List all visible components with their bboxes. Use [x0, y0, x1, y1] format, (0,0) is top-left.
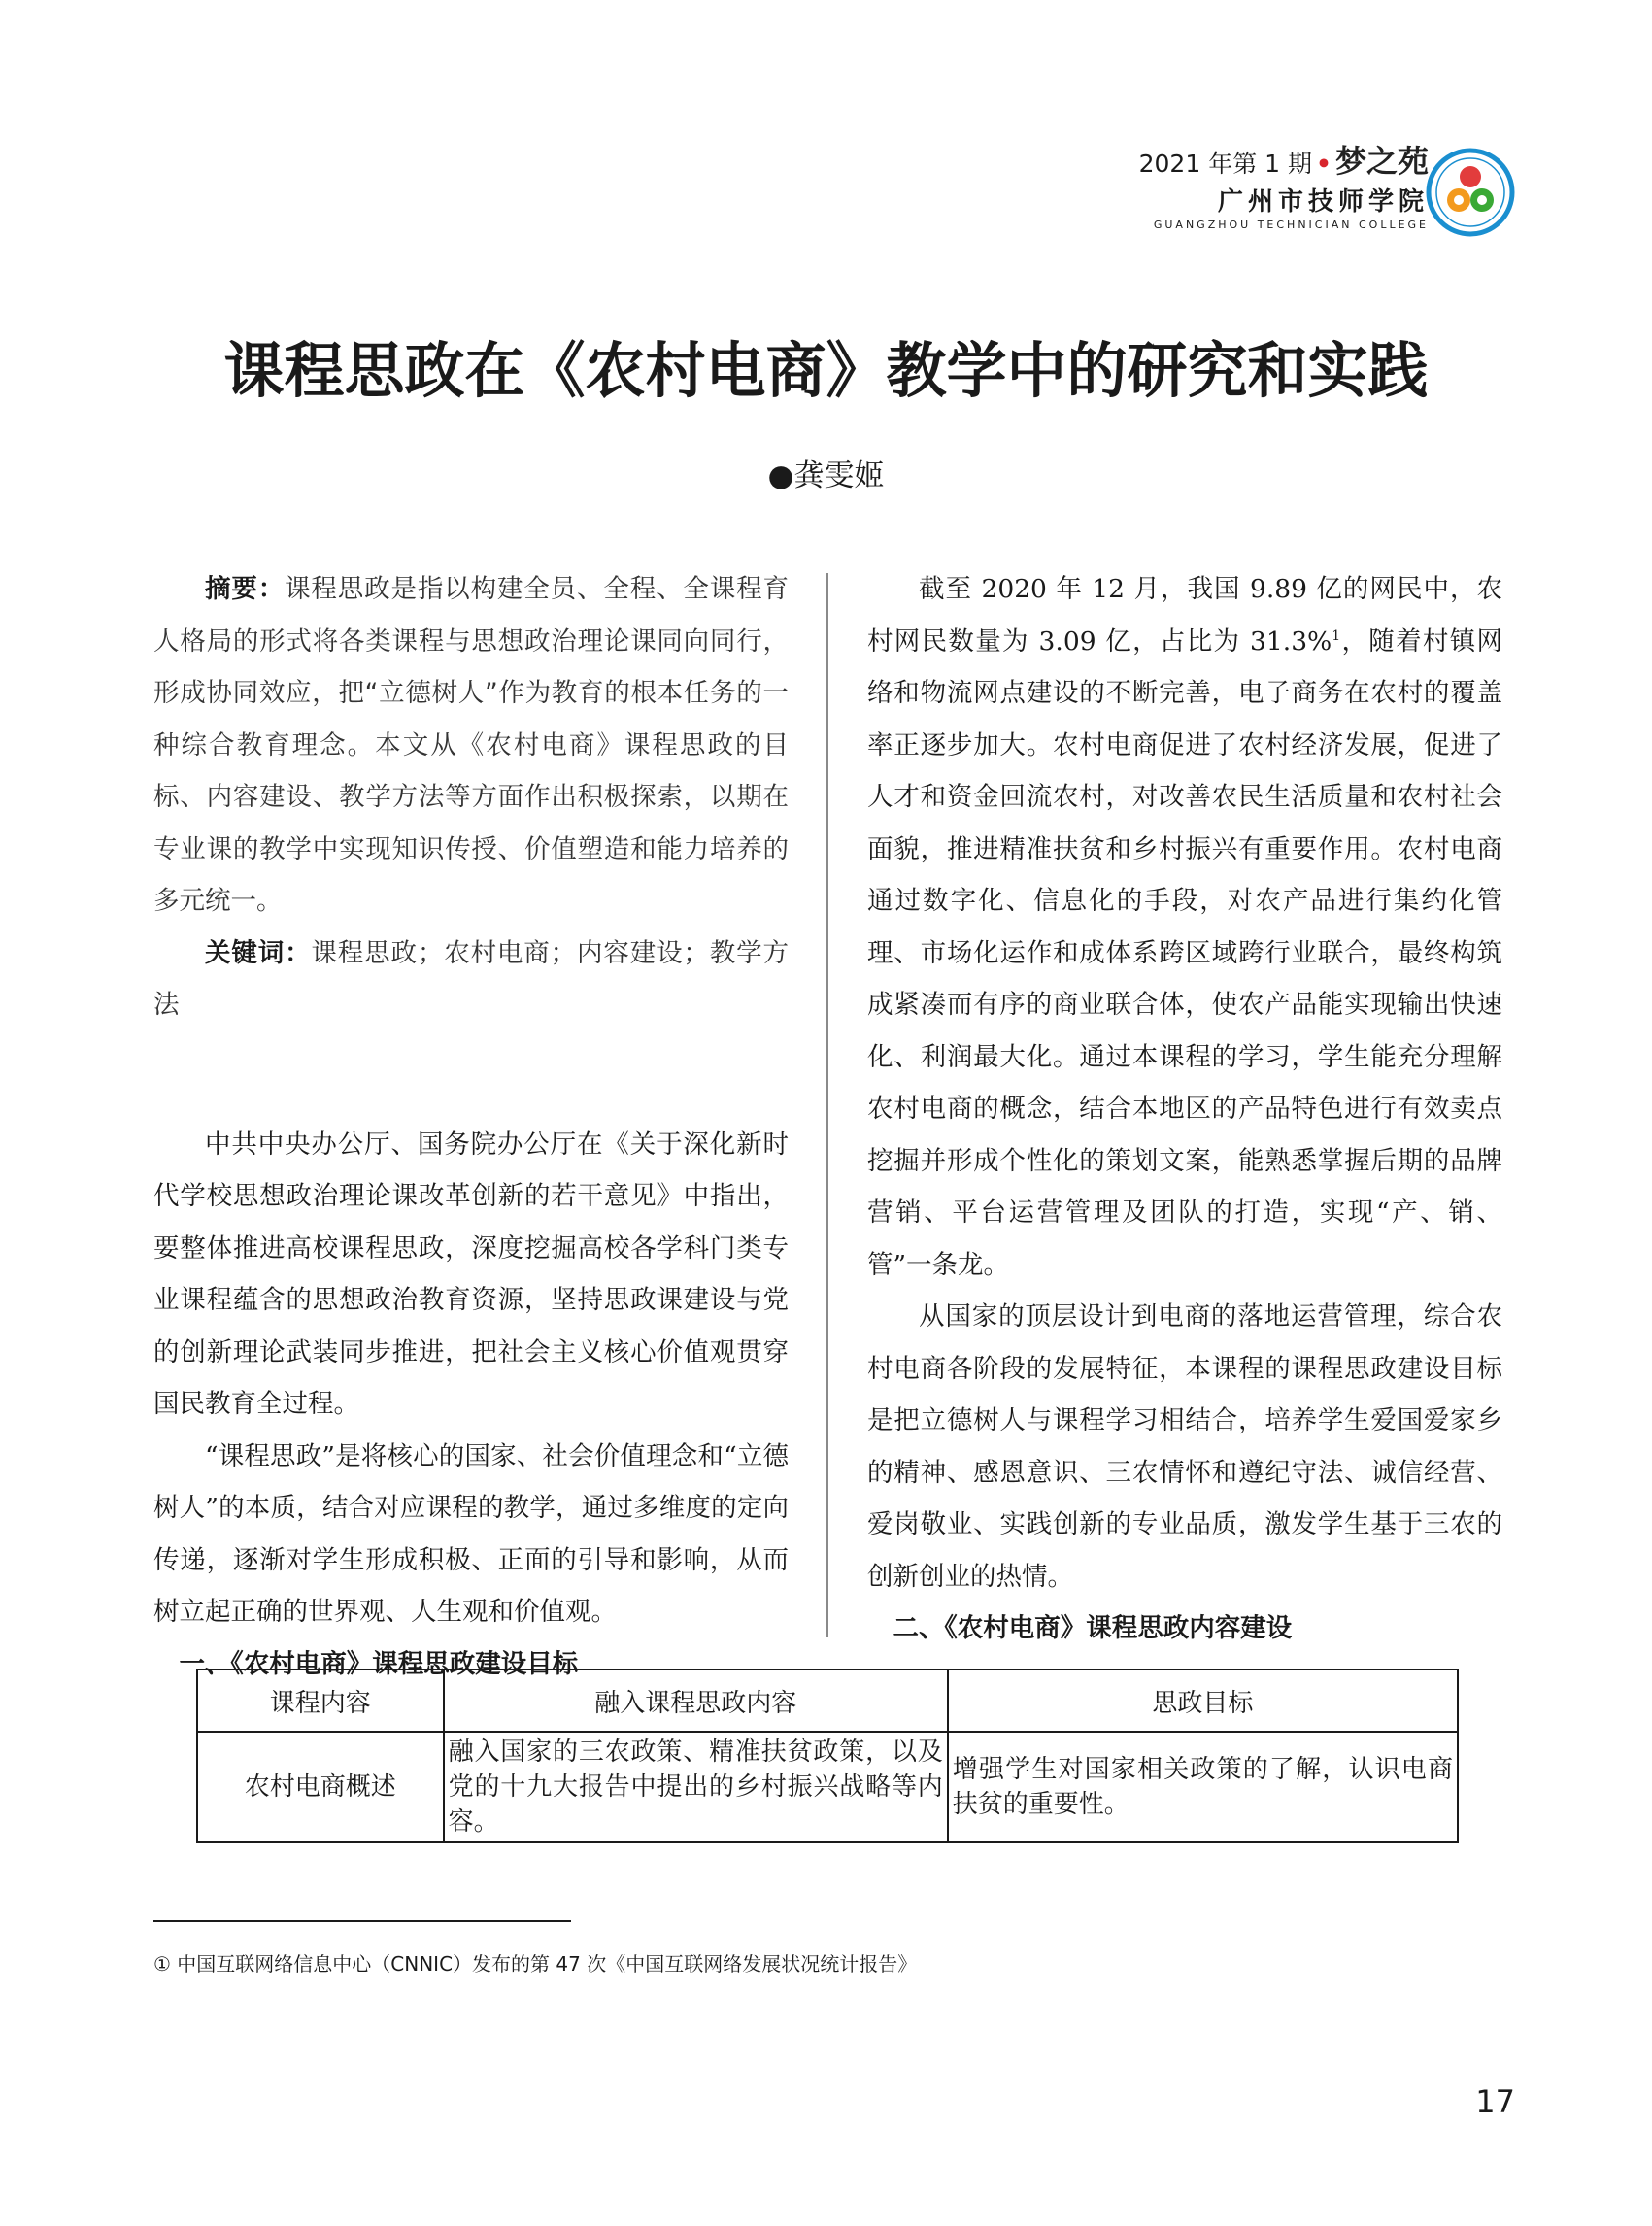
table-cell: 融入国家的三农政策、精准扶贫政策，以及党的十九大报告中提出的乡村振兴战略等内容。: [444, 1732, 948, 1842]
separator-dot: •: [1316, 150, 1332, 178]
abstract-text: 课程思政是指以构建全员、全程、全课程育人格局的形式将各类课程与思想政治理论课同向同行，形成协同效应，把“立德树人”作为教育的根本任务的一种综合教育理念。本文从《农村电商》课程思政的目标、内容建设、教学方法等方面作出积极探索，以期在专业课的教学中实现知识传授、价值塑造和能力培养的多元统一。: [153, 574, 790, 916]
abstract: [153, 563, 789, 928]
footnote-ref[interactable]: 1: [1332, 627, 1341, 644]
section-heading-2: 二、《农村电商》课程思政内容建设: [893, 1613, 1293, 1643]
footnote: ① 中国互联网络信息中心（CNNIC）发布的第 47 次《中国互联网络发展状况统计报告》: [153, 1952, 918, 1975]
footnote-rule: [153, 1920, 571, 1922]
school-name-en: GUANGZHOU TECHNICIAN COLLEGE: [1153, 219, 1429, 231]
left-column: [153, 563, 789, 1690]
paragraph-text: ，随着村镇网络和物流网点建设的不断完善，电子商务在农村的覆盖率正逐步加大。农村电商促进了农村经济发展，促进了人才和资金回流农村，对改善农民生活质量和农村社会面貌，推进精准扶贫和乡村振兴有重要作用。农村电商通过数字化、信息化的手段，对农产品进行集约化管理、市场化运作和成体系跨区域跨行业联合，最终构筑成紧凑而有序的商业联合体，使农产品能实现输出快速化、利润最大化。通过本课程的学习，学生能充分理解农村电商的概念，结合本地区的产品特色进行有效卖点挖掘并形成个性化的策划文案，能熟悉掌握后期的品牌营销、平台运营管理及团队的打造，实现“产、销、管”一条龙。: [867, 625, 1503, 1280]
body-paragraph: [867, 563, 1502, 1291]
body-paragraph: 从国家的顶层设计到电商的落地运营管理，综合农村电商各阶段的发展特征，本课程的课程思政建设目标是把立德树人与课程学习相结合，培养学生爱国爱家乡的精神、感恩意识、三农情怀和遵纪守法、诚信经营、爱岗敬业、实践创新的专业品质，激发学生基于三农的创新创业的热情。: [867, 1301, 1502, 1592]
table-header-row: [197, 1670, 1458, 1732]
table-cell: 农村电商概述: [197, 1732, 444, 1842]
issue-line: [1138, 143, 1429, 180]
content-table: [196, 1669, 1459, 1843]
keywords-text: 课程思政；农村电商；内容建设；教学方法: [153, 937, 790, 1020]
column-divider: [826, 573, 828, 1637]
body-paragraph: “课程思政”是将核心的国家、社会价值理念和“立德树人”的本质，结合对应课程的教学，通过多维度的定向传递，逐渐对学生形成积极、正面的引导和影响，从而树立起正确的世界观、人生观和价值观。: [153, 1440, 789, 1627]
right-column: [867, 563, 1502, 1655]
keywords: [153, 928, 789, 1031]
section-heading-1: 一、《农村电商》课程思政建设目标: [179, 1648, 579, 1679]
table-header-cell: 课程内容: [197, 1670, 444, 1732]
column-spacer: [153, 1031, 789, 1119]
abstract-label: 摘要：: [205, 574, 286, 604]
journal-header: [1138, 143, 1429, 232]
keywords-label: 关键词：: [205, 937, 312, 968]
table-header-cell: 融入课程思政内容: [444, 1670, 948, 1732]
issue-label: 2021 年第 1 期: [1138, 150, 1312, 178]
page-number: 17: [1475, 2083, 1515, 2120]
journal-name: 梦之苑: [1334, 143, 1429, 180]
body-paragraph: 中共中央办公厅、国务院办公厅在《关于深化新时代学校思想政治理论课改革创新的若干意见》中指出，要整体推进高校课程思政，深度挖掘高校各学科门类专业课程蕴含的思想政治教育资源，坚持思政课建设与党的创新理论武装同步推进，把社会主义核心价值观贯穿国民教育全过程。: [153, 1129, 789, 1419]
table-cell: 增强学生对国家相关政策的了解，认识电商扶贫的重要性。: [948, 1732, 1458, 1842]
article-author: ●龚雯姬: [767, 458, 885, 493]
school-name-cn: 广州市技师学院: [1217, 187, 1429, 217]
college-logo-icon: [1426, 148, 1515, 237]
article-title: 课程思政在《农村电商》教学中的研究和实践: [223, 335, 1429, 406]
paragraph-text: 截至 2020 年 12 月，我国 9.89 亿的网民中，农村网民数量为 3.09 亿，占比为 31.3%: [867, 574, 1502, 657]
table-header-cell: 思政目标: [948, 1670, 1458, 1732]
table-row: [197, 1732, 1458, 1842]
